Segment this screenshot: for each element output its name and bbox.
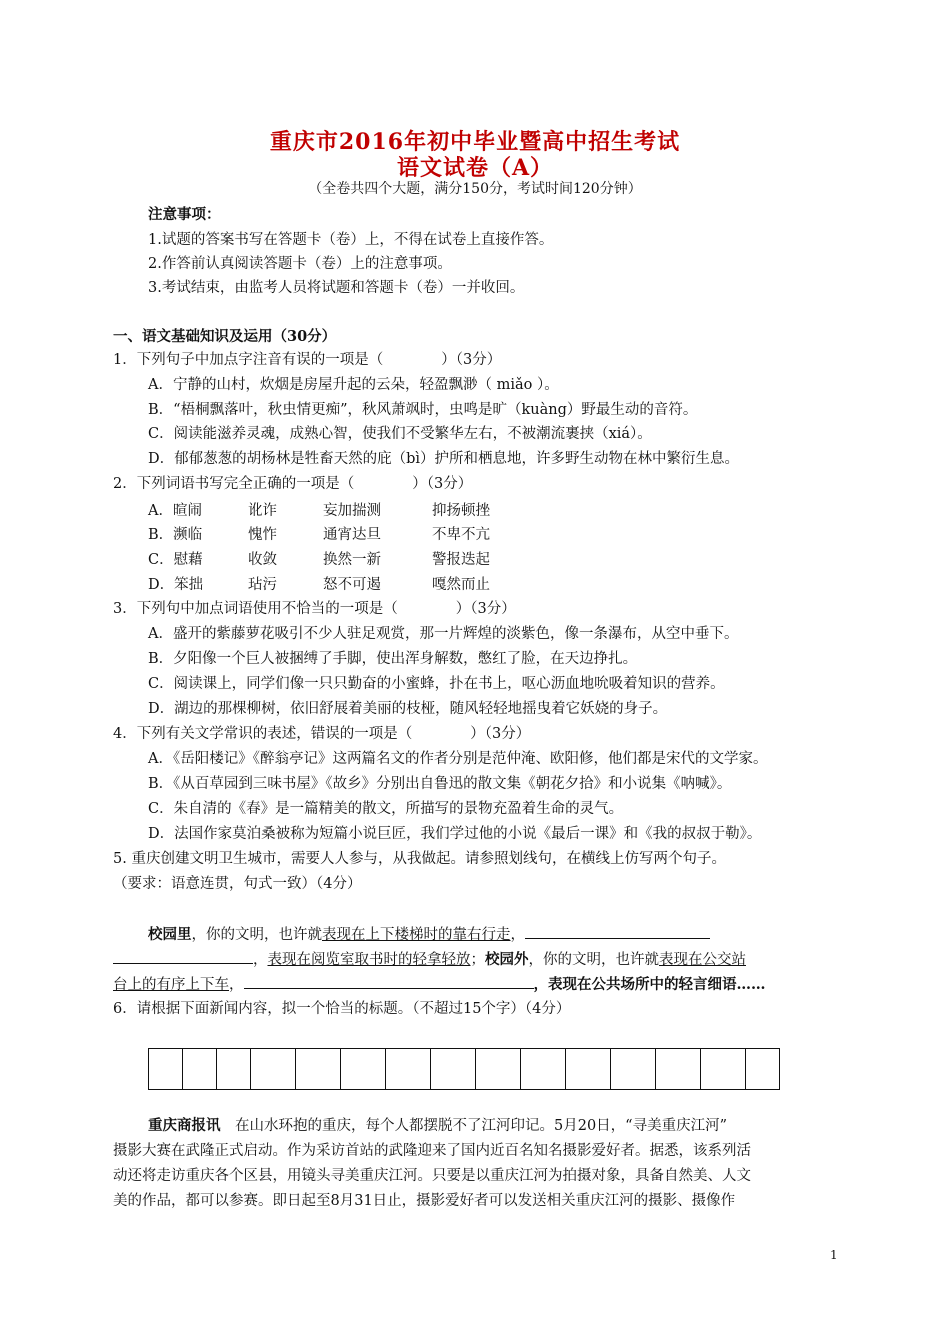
q5-answer-blank-2[interactable] bbox=[244, 974, 534, 989]
q5-campus-label: 校园里 bbox=[148, 926, 192, 943]
q6-answer-cell[interactable] bbox=[701, 1049, 746, 1089]
q2-word: A．暄闹 bbox=[148, 503, 202, 519]
q1-option-d: D．郁郁葱葱的胡杨林是牲畜天然的庇（bì）护所和栖息地，许多野生动物在林中繁衍生息。 bbox=[148, 451, 740, 467]
q2-stem: 2．下列词语书写完全正确的一项是（ ）（3分） bbox=[113, 476, 473, 492]
q5-example-underline: 表现在上下楼梯时的靠右行走 bbox=[322, 927, 511, 943]
q1-option-a: A．宁静的山村，炊烟是房屋升起的云朵，轻盈飘渺（ miǎo ）。 bbox=[148, 377, 559, 393]
q5-paragraph-line3 bbox=[113, 974, 766, 995]
q2-word: 警报迭起 bbox=[432, 552, 490, 568]
q6-answer-cell[interactable] bbox=[566, 1049, 611, 1089]
news-text: 在山水环抱的重庆，每个人都摆脱不了江河印记。5月20日，“寻美重庆江河” bbox=[220, 1118, 727, 1134]
page-number: 1 bbox=[830, 1248, 838, 1262]
news-line-4: 美的作品，都可以参赛。即日起至8月31日止，摄影爱好者可以发送相关重庆江河的摄影、摄像作 bbox=[113, 1193, 736, 1209]
q2-word: 嘎然而止 bbox=[432, 577, 490, 593]
exam-subtitle: 语文试卷（A） bbox=[396, 155, 554, 181]
q6-answer-grid bbox=[148, 1048, 780, 1090]
q4-option-d: D．法国作家莫泊桑被称为短篇小说巨匠，我们学过他的小说《最后一课》和《我的叔叔于勒》。 bbox=[148, 826, 762, 842]
news-line-1 bbox=[148, 1116, 727, 1136]
q5-text: ，你的文明，也许就 bbox=[528, 952, 659, 968]
q6-answer-cell[interactable] bbox=[183, 1049, 217, 1089]
q2-word: D．笨拙 bbox=[148, 577, 204, 593]
q6-answer-cell[interactable] bbox=[341, 1049, 386, 1089]
q2-word: 怒不可遏 bbox=[323, 577, 381, 593]
q4-option-c: C．朱自清的《春》是一篇精美的散文，所描写的景物充盈着生命的灵气。 bbox=[148, 801, 624, 817]
q5-text: ， bbox=[229, 977, 244, 993]
q1-option-c: C．阅读能滋养灵魂，成熟心智，使我们不受繁华左右，不被潮流裹挟（xiá）。 bbox=[148, 426, 652, 442]
q6-answer-cell[interactable] bbox=[431, 1049, 476, 1089]
q3-option-c: C．阅读课上，同学们像一只只勤奋的小蜜蜂，扑在书上，呕心沥血地吮吸着知识的营养。 bbox=[148, 676, 725, 692]
q3-stem: 3．下列句中加点词语使用不恰当的一项是（ ）（3分） bbox=[113, 601, 516, 617]
q5-text: ，你的文明，也许就 bbox=[191, 927, 322, 943]
q6-answer-cell[interactable] bbox=[656, 1049, 701, 1089]
q5-outside-label: 校园外 bbox=[485, 951, 529, 968]
q5-text: ，表现在公共场所中的轻言细语…… bbox=[533, 976, 766, 993]
q2-word: 不卑不亢 bbox=[432, 527, 490, 543]
q5-example-underline: 表现在公交站 bbox=[659, 952, 746, 968]
exam-title: 重庆市2016年初中毕业暨高中招生考试 bbox=[269, 129, 681, 155]
q4-stem: 4．下列有关文学常识的表述，错误的一项是（ ）（3分） bbox=[113, 726, 531, 742]
q2-word: C．慰藉 bbox=[148, 552, 203, 568]
q2-word: 换然一新 bbox=[323, 552, 381, 568]
q1-option-b: B．“梧桐飘落叶，秋虫情更痴”，秋风萧飒时，虫鸣是旷（kuàng）野最生动的音符。 bbox=[148, 402, 698, 418]
notice-item: 3.考试结束，由监考人员将试题和答题卡（卷）一并收回。 bbox=[148, 280, 525, 296]
q6-answer-cell[interactable] bbox=[149, 1049, 183, 1089]
section1-heading: 一、语文基础知识及运用（30分） bbox=[113, 328, 337, 345]
q6-answer-cell[interactable] bbox=[386, 1049, 431, 1089]
notice-heading: 注意事项： bbox=[148, 206, 221, 223]
exam-note: （全卷共四个大题，满分150分，考试时间120分钟） bbox=[308, 181, 642, 197]
q5-stem: 5. 重庆创建文明卫生城市，需要人人参与，从我做起。请参照划线句，在横线上仿写两个句子。 bbox=[113, 851, 726, 867]
q1-stem: 1．下列句子中加点字注音有误的一项是（ ）（3分） bbox=[113, 352, 502, 368]
q2-word: 妄加揣测 bbox=[323, 503, 381, 519]
q6-answer-cell[interactable] bbox=[521, 1049, 566, 1089]
q2-word: 玷污 bbox=[248, 577, 277, 593]
q5-answer-blank-1[interactable] bbox=[525, 924, 710, 939]
q5-answer-blank-1-cont[interactable] bbox=[113, 949, 253, 964]
notice-item: 2.作答前认真阅读答题卡（卷）上的注意事项。 bbox=[148, 256, 452, 272]
q6-stem: 6．请根据下面新闻内容，拟一个恰当的标题。（不超过15个字）（4分） bbox=[113, 1001, 571, 1017]
q2-word: 抑扬顿挫 bbox=[432, 503, 490, 519]
q6-answer-cell[interactable] bbox=[476, 1049, 521, 1089]
q5-example-underline: 表现在阅览室取书时的轻拿轻放 bbox=[267, 952, 471, 968]
news-lead: 重庆商报讯 bbox=[148, 1117, 221, 1134]
notice-item: 1.试题的答案书写在答题卡（卷）上，不得在试卷上直接作答。 bbox=[148, 232, 554, 248]
q2-word: 愧怍 bbox=[248, 527, 277, 543]
q2-word: 通宵达旦 bbox=[323, 527, 381, 543]
q3-option-b: B．夕阳像一个巨人被捆缚了手脚，使出浑身解数，憋红了脸，在天边挣扎。 bbox=[148, 651, 638, 667]
q5-requirement: （要求：语意连贯，句式一致）（4分） bbox=[113, 876, 362, 892]
q6-answer-cell[interactable] bbox=[296, 1049, 341, 1089]
q4-option-b: B．《从百草园到三味书屋》《故乡》分别出自鲁迅的散文集《朝花夕拾》和小说集《呐喊》。 bbox=[148, 776, 732, 792]
q2-word: 收敛 bbox=[248, 552, 277, 568]
q2-word: B．濒临 bbox=[148, 527, 203, 543]
q6-answer-cell[interactable] bbox=[251, 1049, 296, 1089]
q2-word: 讹诈 bbox=[248, 503, 277, 519]
q3-option-d: D．湖边的那棵柳树，依旧舒展着美丽的枝桠，随风轻轻地摇曳着它妖娆的身子。 bbox=[148, 701, 668, 717]
q5-paragraph-line2 bbox=[113, 949, 746, 970]
news-line-3: 动还将走访重庆各个区县，用镜头寻美重庆江河。只要是以重庆江河为拍摄对象，具备自然美、人文 bbox=[113, 1168, 751, 1184]
q6-answer-cell[interactable] bbox=[611, 1049, 656, 1089]
q5-text: ， bbox=[253, 952, 268, 968]
q6-answer-cell[interactable] bbox=[217, 1049, 251, 1089]
q5-text: ， bbox=[510, 927, 525, 943]
q3-option-a: A．盛开的紫藤萝花吸引不少人驻足观赏，那一片辉煌的淡紫色，像一条瀑布，从空中垂下。 bbox=[148, 626, 739, 642]
q6-answer-cell[interactable] bbox=[746, 1049, 779, 1089]
q5-text: ； bbox=[470, 952, 485, 968]
news-line-2: 摄影大赛在武隆正式启动。作为采访首站的武隆迎来了国内近百名知名摄影爱好者。据悉，该系列活 bbox=[113, 1143, 751, 1159]
q4-option-a: A．《岳阳楼记》《醉翁亭记》这两篇名文的作者分别是范仲淹、欧阳修，他们都是宋代的文学家。 bbox=[148, 751, 768, 767]
q5-example-underline: 台上的有序上下车 bbox=[113, 977, 229, 993]
q5-paragraph-line1 bbox=[148, 924, 710, 945]
